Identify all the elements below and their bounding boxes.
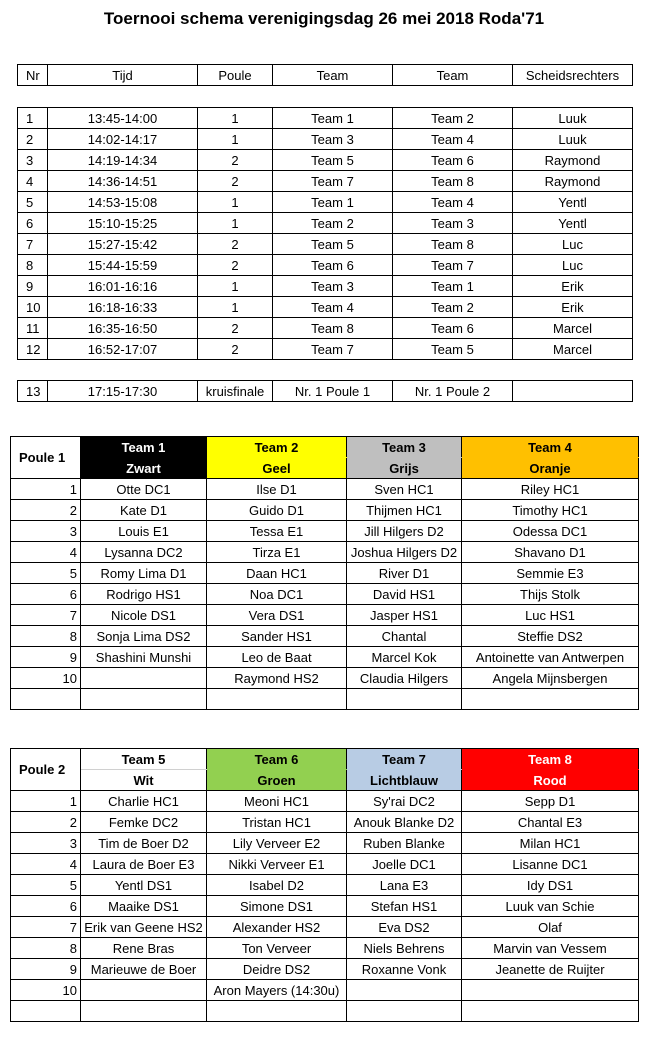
poule-label: Poule 1	[11, 437, 81, 479]
player-cell	[347, 689, 462, 710]
player-cell: Alexander HS2	[207, 917, 347, 938]
team-color-header: Oranje	[462, 458, 639, 479]
player-cell: Tristan HC1	[207, 812, 347, 833]
player-index: 7	[11, 605, 81, 626]
player-cell: Jeanette de Ruijter	[462, 959, 639, 980]
poule-color-row	[11, 770, 639, 791]
player-cell: Chantal	[347, 626, 462, 647]
poule-2-table	[10, 748, 639, 1022]
player-cell: Daan HC1	[207, 563, 347, 584]
page-title: Toernooi schema verenigingsdag 26 mei 2018 Roda'71	[103, 9, 545, 28]
final-type: kruisfinale	[198, 381, 273, 402]
team-color-header: Groen	[207, 770, 347, 791]
player-cell: Ilse D1	[207, 479, 347, 500]
player-cell: Ruben Blanke	[347, 833, 462, 854]
poule-label: Poule 2	[11, 749, 81, 791]
player-index: 1	[11, 791, 81, 812]
match-poule: 2	[198, 318, 273, 339]
player-cell	[81, 689, 207, 710]
player-cell: Isabel D2	[207, 875, 347, 896]
schedule-header	[17, 64, 633, 86]
player-cell: Antoinette van Antwerpen	[462, 647, 639, 668]
match-team-b: Team 8	[393, 234, 513, 255]
player-index: 5	[11, 875, 81, 896]
match-nr: 1	[18, 108, 48, 129]
player-cell: Yentl DS1	[81, 875, 207, 896]
team-color-header: Geel	[207, 458, 347, 479]
match-nr: 3	[18, 150, 48, 171]
player-cell: Kate D1	[81, 500, 207, 521]
match-team-a: Team 7	[273, 171, 393, 192]
player-row	[11, 479, 639, 500]
team-name-header: Team 7	[347, 749, 462, 770]
player-cell: Rene Bras	[81, 938, 207, 959]
team-name-header: Team 3	[347, 437, 462, 458]
match-referee: Raymond	[513, 171, 633, 192]
match-poule: 1	[198, 276, 273, 297]
poule-1-table	[10, 436, 639, 710]
match-time: 16:35-16:50	[48, 318, 198, 339]
match-row	[18, 339, 633, 360]
player-cell: Tim de Boer D2	[81, 833, 207, 854]
player-cell	[81, 668, 207, 689]
team-name-header: Team 5	[81, 749, 207, 770]
match-team-a: Team 5	[273, 234, 393, 255]
match-team-a: Team 1	[273, 108, 393, 129]
player-row	[11, 812, 639, 833]
player-cell	[207, 689, 347, 710]
player-index: 10	[11, 980, 81, 1001]
player-index	[11, 689, 81, 710]
player-cell: Tirza E1	[207, 542, 347, 563]
match-team-b: Team 1	[393, 276, 513, 297]
player-cell: Nicole DS1	[81, 605, 207, 626]
player-cell: Timothy HC1	[462, 500, 639, 521]
player-cell: Sven HC1	[347, 479, 462, 500]
match-poule: 2	[198, 339, 273, 360]
player-cell: Milan HC1	[462, 833, 639, 854]
player-cell: Niels Behrens	[347, 938, 462, 959]
match-team-b: Team 2	[393, 108, 513, 129]
final-team-a: Nr. 1 Poule 1	[273, 381, 393, 402]
player-cell	[462, 980, 639, 1001]
player-cell: Erik van Geene HS2	[81, 917, 207, 938]
player-index: 3	[11, 833, 81, 854]
player-cell: Aron Mayers (14:30u)	[207, 980, 347, 1001]
player-cell: Laura de Boer E3	[81, 854, 207, 875]
player-cell: Vera DS1	[207, 605, 347, 626]
match-time: 16:01-16:16	[48, 276, 198, 297]
player-row	[11, 647, 639, 668]
player-index: 8	[11, 938, 81, 959]
team-color-header: Wit	[81, 770, 207, 791]
match-time: 14:19-14:34	[48, 150, 198, 171]
player-cell: Sy'rai DC2	[347, 791, 462, 812]
match-row	[18, 234, 633, 255]
match-team-a: Team 2	[273, 213, 393, 234]
match-team-b: Team 2	[393, 297, 513, 318]
player-index: 1	[11, 479, 81, 500]
match-team-a: Team 4	[273, 297, 393, 318]
player-cell: Rodrigo HS1	[81, 584, 207, 605]
player-cell: Jasper HS1	[347, 605, 462, 626]
match-referee: Raymond	[513, 150, 633, 171]
player-cell: Maaike DS1	[81, 896, 207, 917]
match-nr: 10	[18, 297, 48, 318]
player-row	[11, 1001, 639, 1022]
match-poule: 1	[198, 108, 273, 129]
team-color-header: Zwart	[81, 458, 207, 479]
match-time: 14:36-14:51	[48, 171, 198, 192]
poule-header-row	[11, 749, 639, 770]
player-cell: Semmie E3	[462, 563, 639, 584]
player-row	[11, 605, 639, 626]
poule-color-row	[11, 458, 639, 479]
player-row	[11, 833, 639, 854]
player-row	[11, 689, 639, 710]
player-cell: Anouk Blanke D2	[347, 812, 462, 833]
match-time: 15:44-15:59	[48, 255, 198, 276]
match-row	[18, 276, 633, 297]
player-index: 6	[11, 584, 81, 605]
player-cell: Noa DC1	[207, 584, 347, 605]
match-referee: Marcel	[513, 339, 633, 360]
player-row	[11, 791, 639, 812]
player-cell: Idy DS1	[462, 875, 639, 896]
match-team-a: Team 3	[273, 276, 393, 297]
match-team-b: Team 4	[393, 129, 513, 150]
player-row	[11, 626, 639, 647]
match-nr: 9	[18, 276, 48, 297]
match-poule: 2	[198, 150, 273, 171]
player-cell: Nikki Verveer E1	[207, 854, 347, 875]
player-row	[11, 563, 639, 584]
final-team-b: Nr. 1 Poule 2	[393, 381, 513, 402]
match-team-b: Team 5	[393, 339, 513, 360]
player-cell: Femke DC2	[81, 812, 207, 833]
player-row	[11, 980, 639, 1001]
player-cell	[347, 980, 462, 1001]
player-index: 4	[11, 542, 81, 563]
match-row	[18, 255, 633, 276]
player-cell: Meoni HC1	[207, 791, 347, 812]
player-index	[11, 1001, 81, 1022]
match-time: 16:18-16:33	[48, 297, 198, 318]
match-poule: 1	[198, 192, 273, 213]
match-team-a: Team 6	[273, 255, 393, 276]
player-cell: Leo de Baat	[207, 647, 347, 668]
match-poule: 1	[198, 213, 273, 234]
player-index: 9	[11, 647, 81, 668]
match-nr: 8	[18, 255, 48, 276]
match-time: 14:02-14:17	[48, 129, 198, 150]
match-referee: Marcel	[513, 318, 633, 339]
player-cell: Ton Verveer	[207, 938, 347, 959]
match-team-b: Team 4	[393, 192, 513, 213]
player-cell	[347, 1001, 462, 1022]
match-referee: Yentl	[513, 192, 633, 213]
team-color-header: Grijs	[347, 458, 462, 479]
header-poule: Poule	[198, 65, 273, 86]
match-team-a: Team 5	[273, 150, 393, 171]
match-row	[18, 171, 633, 192]
match-referee: Yentl	[513, 213, 633, 234]
player-cell: Lana E3	[347, 875, 462, 896]
schedule-table	[17, 107, 633, 360]
player-cell: Luc HS1	[462, 605, 639, 626]
match-time: 15:10-15:25	[48, 213, 198, 234]
team-name-header: Team 8	[462, 749, 639, 770]
player-cell	[207, 1001, 347, 1022]
player-cell: Marcel Kok	[347, 647, 462, 668]
player-index: 5	[11, 563, 81, 584]
player-index: 8	[11, 626, 81, 647]
player-row	[11, 875, 639, 896]
player-cell: Otte DC1	[81, 479, 207, 500]
player-cell: Raymond HS2	[207, 668, 347, 689]
player-row	[11, 521, 639, 542]
match-nr: 7	[18, 234, 48, 255]
header-team-a: Team	[273, 65, 393, 86]
player-row	[11, 542, 639, 563]
player-cell	[462, 689, 639, 710]
player-cell: Thijmen HC1	[347, 500, 462, 521]
player-cell: Lysanna DC2	[81, 542, 207, 563]
poule-header-row	[11, 437, 639, 458]
player-index: 6	[11, 896, 81, 917]
match-time: 15:27-15:42	[48, 234, 198, 255]
player-cell: Eva DS2	[347, 917, 462, 938]
match-referee: Erik	[513, 297, 633, 318]
team-name-header: Team 2	[207, 437, 347, 458]
player-cell: Chantal E3	[462, 812, 639, 833]
player-cell: Joshua Hilgers D2	[347, 542, 462, 563]
match-row	[18, 150, 633, 171]
player-cell	[81, 1001, 207, 1022]
header-nr: Nr	[18, 65, 48, 86]
team-name-header: Team 6	[207, 749, 347, 770]
team-color-header: Lichtblauw	[347, 770, 462, 791]
player-cell: Thijs Stolk	[462, 584, 639, 605]
player-cell: Roxanne Vonk	[347, 959, 462, 980]
player-cell: Angela Mijnsbergen	[462, 668, 639, 689]
player-cell: Stefan HS1	[347, 896, 462, 917]
player-cell: Marieuwe de Boer	[81, 959, 207, 980]
schedule-header-row	[18, 65, 633, 86]
match-team-b: Team 6	[393, 318, 513, 339]
match-row	[18, 213, 633, 234]
match-referee: Erik	[513, 276, 633, 297]
match-poule: 2	[198, 255, 273, 276]
player-cell: David HS1	[347, 584, 462, 605]
player-cell: Joelle DC1	[347, 854, 462, 875]
match-team-a: Team 1	[273, 192, 393, 213]
header-tijd: Tijd	[48, 65, 198, 86]
match-poule: 1	[198, 297, 273, 318]
player-index: 2	[11, 812, 81, 833]
match-team-b: Team 8	[393, 171, 513, 192]
match-time: 16:52-17:07	[48, 339, 198, 360]
match-referee: Luc	[513, 234, 633, 255]
player-index: 4	[11, 854, 81, 875]
match-nr: 12	[18, 339, 48, 360]
match-referee: Luuk	[513, 129, 633, 150]
player-cell: Romy Lima D1	[81, 563, 207, 584]
match-team-a: Team 3	[273, 129, 393, 150]
match-nr: 11	[18, 318, 48, 339]
player-row	[11, 500, 639, 521]
player-index: 3	[11, 521, 81, 542]
player-cell: Marvin van Vessem	[462, 938, 639, 959]
header-referees: Scheidsrechters	[513, 65, 633, 86]
team-color-header: Rood	[462, 770, 639, 791]
player-index: 9	[11, 959, 81, 980]
player-row	[11, 854, 639, 875]
team-name-header: Team 4	[462, 437, 639, 458]
match-row	[18, 297, 633, 318]
match-time: 14:53-15:08	[48, 192, 198, 213]
match-row	[18, 192, 633, 213]
match-team-b: Team 7	[393, 255, 513, 276]
player-cell: Louis E1	[81, 521, 207, 542]
match-poule: 1	[198, 129, 273, 150]
player-cell: Tessa E1	[207, 521, 347, 542]
match-nr: 5	[18, 192, 48, 213]
match-row	[18, 108, 633, 129]
player-cell: Odessa DC1	[462, 521, 639, 542]
team-name-header: Team 1	[81, 437, 207, 458]
final-row	[18, 381, 633, 402]
player-cell: Shashini Munshi	[81, 647, 207, 668]
match-poule: 2	[198, 171, 273, 192]
player-cell	[81, 980, 207, 1001]
match-nr: 4	[18, 171, 48, 192]
player-row	[11, 896, 639, 917]
player-row	[11, 917, 639, 938]
player-cell: Steffie DS2	[462, 626, 639, 647]
player-cell	[462, 1001, 639, 1022]
player-index: 2	[11, 500, 81, 521]
player-cell: Lily Verveer E2	[207, 833, 347, 854]
player-cell: Sepp D1	[462, 791, 639, 812]
final-nr: 13	[18, 381, 48, 402]
player-index: 7	[11, 917, 81, 938]
player-cell: Guido D1	[207, 500, 347, 521]
player-cell: Sonja Lima DS2	[81, 626, 207, 647]
match-team-b: Team 6	[393, 150, 513, 171]
final-referee	[513, 381, 633, 402]
match-row	[18, 129, 633, 150]
match-poule: 2	[198, 234, 273, 255]
match-time: 13:45-14:00	[48, 108, 198, 129]
player-cell: Sander HS1	[207, 626, 347, 647]
player-cell: Luuk van Schie	[462, 896, 639, 917]
player-cell: Deidre DS2	[207, 959, 347, 980]
match-nr: 6	[18, 213, 48, 234]
match-team-a: Team 8	[273, 318, 393, 339]
header-team-b: Team	[393, 65, 513, 86]
player-cell: Charlie HC1	[81, 791, 207, 812]
player-row	[11, 668, 639, 689]
final-table	[17, 380, 633, 402]
player-cell: Shavano D1	[462, 542, 639, 563]
player-cell: Jill Hilgers D2	[347, 521, 462, 542]
player-cell: Olaf	[462, 917, 639, 938]
final-time: 17:15-17:30	[48, 381, 198, 402]
match-team-a: Team 7	[273, 339, 393, 360]
match-team-b: Team 3	[393, 213, 513, 234]
match-row	[18, 318, 633, 339]
player-cell: Simone DS1	[207, 896, 347, 917]
player-row	[11, 959, 639, 980]
player-row	[11, 938, 639, 959]
player-index: 10	[11, 668, 81, 689]
match-nr: 2	[18, 129, 48, 150]
player-cell: Lisanne DC1	[462, 854, 639, 875]
match-referee: Luc	[513, 255, 633, 276]
player-cell: Claudia Hilgers	[347, 668, 462, 689]
match-referee: Luuk	[513, 108, 633, 129]
player-cell: River D1	[347, 563, 462, 584]
player-row	[11, 584, 639, 605]
player-cell: Riley HC1	[462, 479, 639, 500]
